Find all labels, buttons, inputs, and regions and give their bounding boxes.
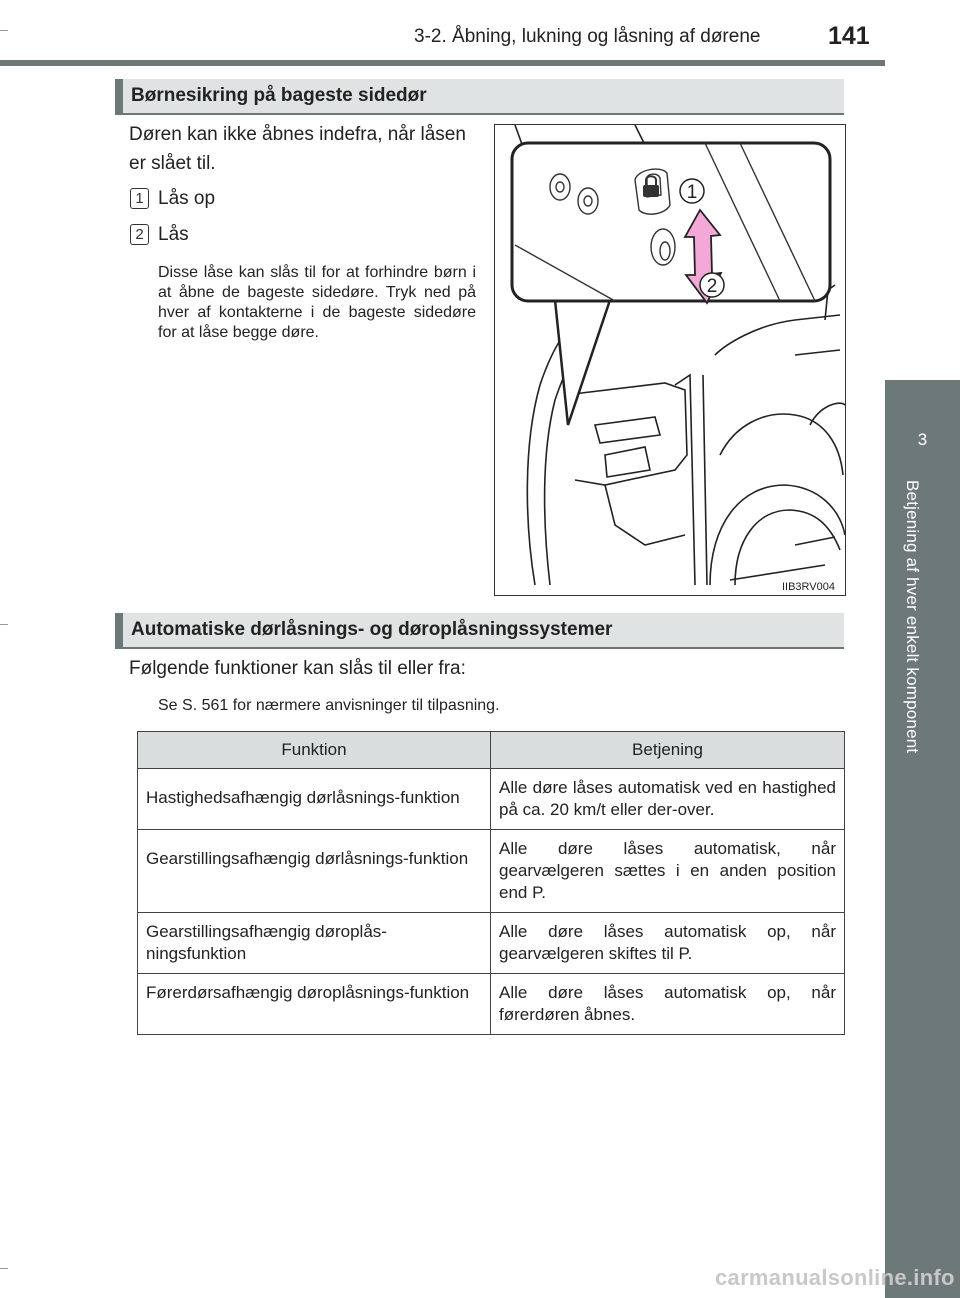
crop-mark	[0, 1268, 8, 1269]
section-heading-marker	[115, 613, 123, 647]
table-cell-function: Gearstillingsafhængig dørlåsnings-funktion	[138, 830, 491, 913]
table-cell-function: Hastighedsafhængig dørlåsnings-funktion	[138, 769, 491, 830]
auto-lock-note: Se S. 561 for nærmere anvisninger til tilpasning.	[158, 697, 500, 714]
child-lock-intro: Døren kan ikke åbnes indefra, når låsen er slået til.	[129, 124, 466, 174]
figure-code: IIB3RV004	[781, 581, 835, 593]
item-unlock-label: Lås op	[158, 188, 216, 209]
crop-mark	[0, 624, 8, 625]
section-heading-text: Automatiske dørlåsnings- og døroplåsningssystemer	[131, 619, 613, 640]
page-number: 141	[828, 22, 870, 50]
item-number-badge: 2	[130, 224, 149, 245]
table-cell-operation: Alle døre låses automatisk ved en hastighed på ca. 20 km/t eller der-over.	[491, 769, 845, 830]
item-lock-label: Lås	[158, 224, 189, 245]
auto-lock-functions-table	[137, 731, 845, 1035]
item-number-badge: 1	[130, 188, 149, 209]
child-lock-note: Disse låse kan slås til for at forhindre børn i at åbne de bageste sidedøre. Tryk ned på hver af kontakterne i de bageste sidedøre for at låse begge døre.	[158, 264, 476, 341]
crop-mark	[0, 30, 8, 31]
callout-pointer	[555, 300, 610, 425]
crop-mark	[940, 30, 948, 31]
section-heading-text: Børnesikring på bageste sidedør	[131, 85, 427, 106]
table-cell-operation: Alle døre låses automatisk op, når førerdøren åbnes.	[491, 974, 845, 1035]
watermark: carmanualsonline.info	[715, 1265, 955, 1290]
table-row	[138, 913, 845, 974]
table-cell-operation: Alle døre låses automatisk, når gearvælgeren sættes i en anden position end P.	[491, 830, 845, 913]
callout-1-label: 1	[686, 182, 698, 203]
header-title: 3-2. Åbning, lukning og låsning af dørene	[414, 26, 761, 47]
table-row	[138, 769, 845, 830]
callout-2-label: 2	[706, 276, 718, 297]
table-row	[138, 830, 845, 913]
table-cell-operation: Alle døre låses automatisk op, når gearvælgeren skiftes til P.	[491, 913, 845, 974]
section-heading-child-lock	[115, 79, 844, 115]
table-cell-function: Førerdørsafhængig døroplåsnings-funktion	[138, 974, 491, 1035]
table-header-row	[138, 732, 845, 769]
table-cell-function: Gearstillingsafhængig døroplås-ningsfunktion	[138, 913, 491, 974]
table-row	[138, 974, 845, 1035]
door-illustration-svg	[495, 125, 845, 595]
chapter-label: Betjening af hver enkelt komponent	[903, 480, 922, 754]
child-lock-illustration	[494, 124, 846, 596]
chapter-side-tab	[885, 380, 960, 1298]
chapter-number: 3	[917, 430, 928, 449]
table-header-cell: Betjening	[491, 732, 845, 769]
section-heading-marker	[115, 79, 123, 113]
table-header-cell: Funktion	[138, 732, 491, 769]
section-heading-auto-lock	[115, 613, 844, 649]
header-rule	[0, 60, 885, 66]
zoom-detail-box	[512, 143, 830, 301]
auto-lock-intro: Følgende funktioner kan slås til eller fra:	[129, 658, 466, 679]
